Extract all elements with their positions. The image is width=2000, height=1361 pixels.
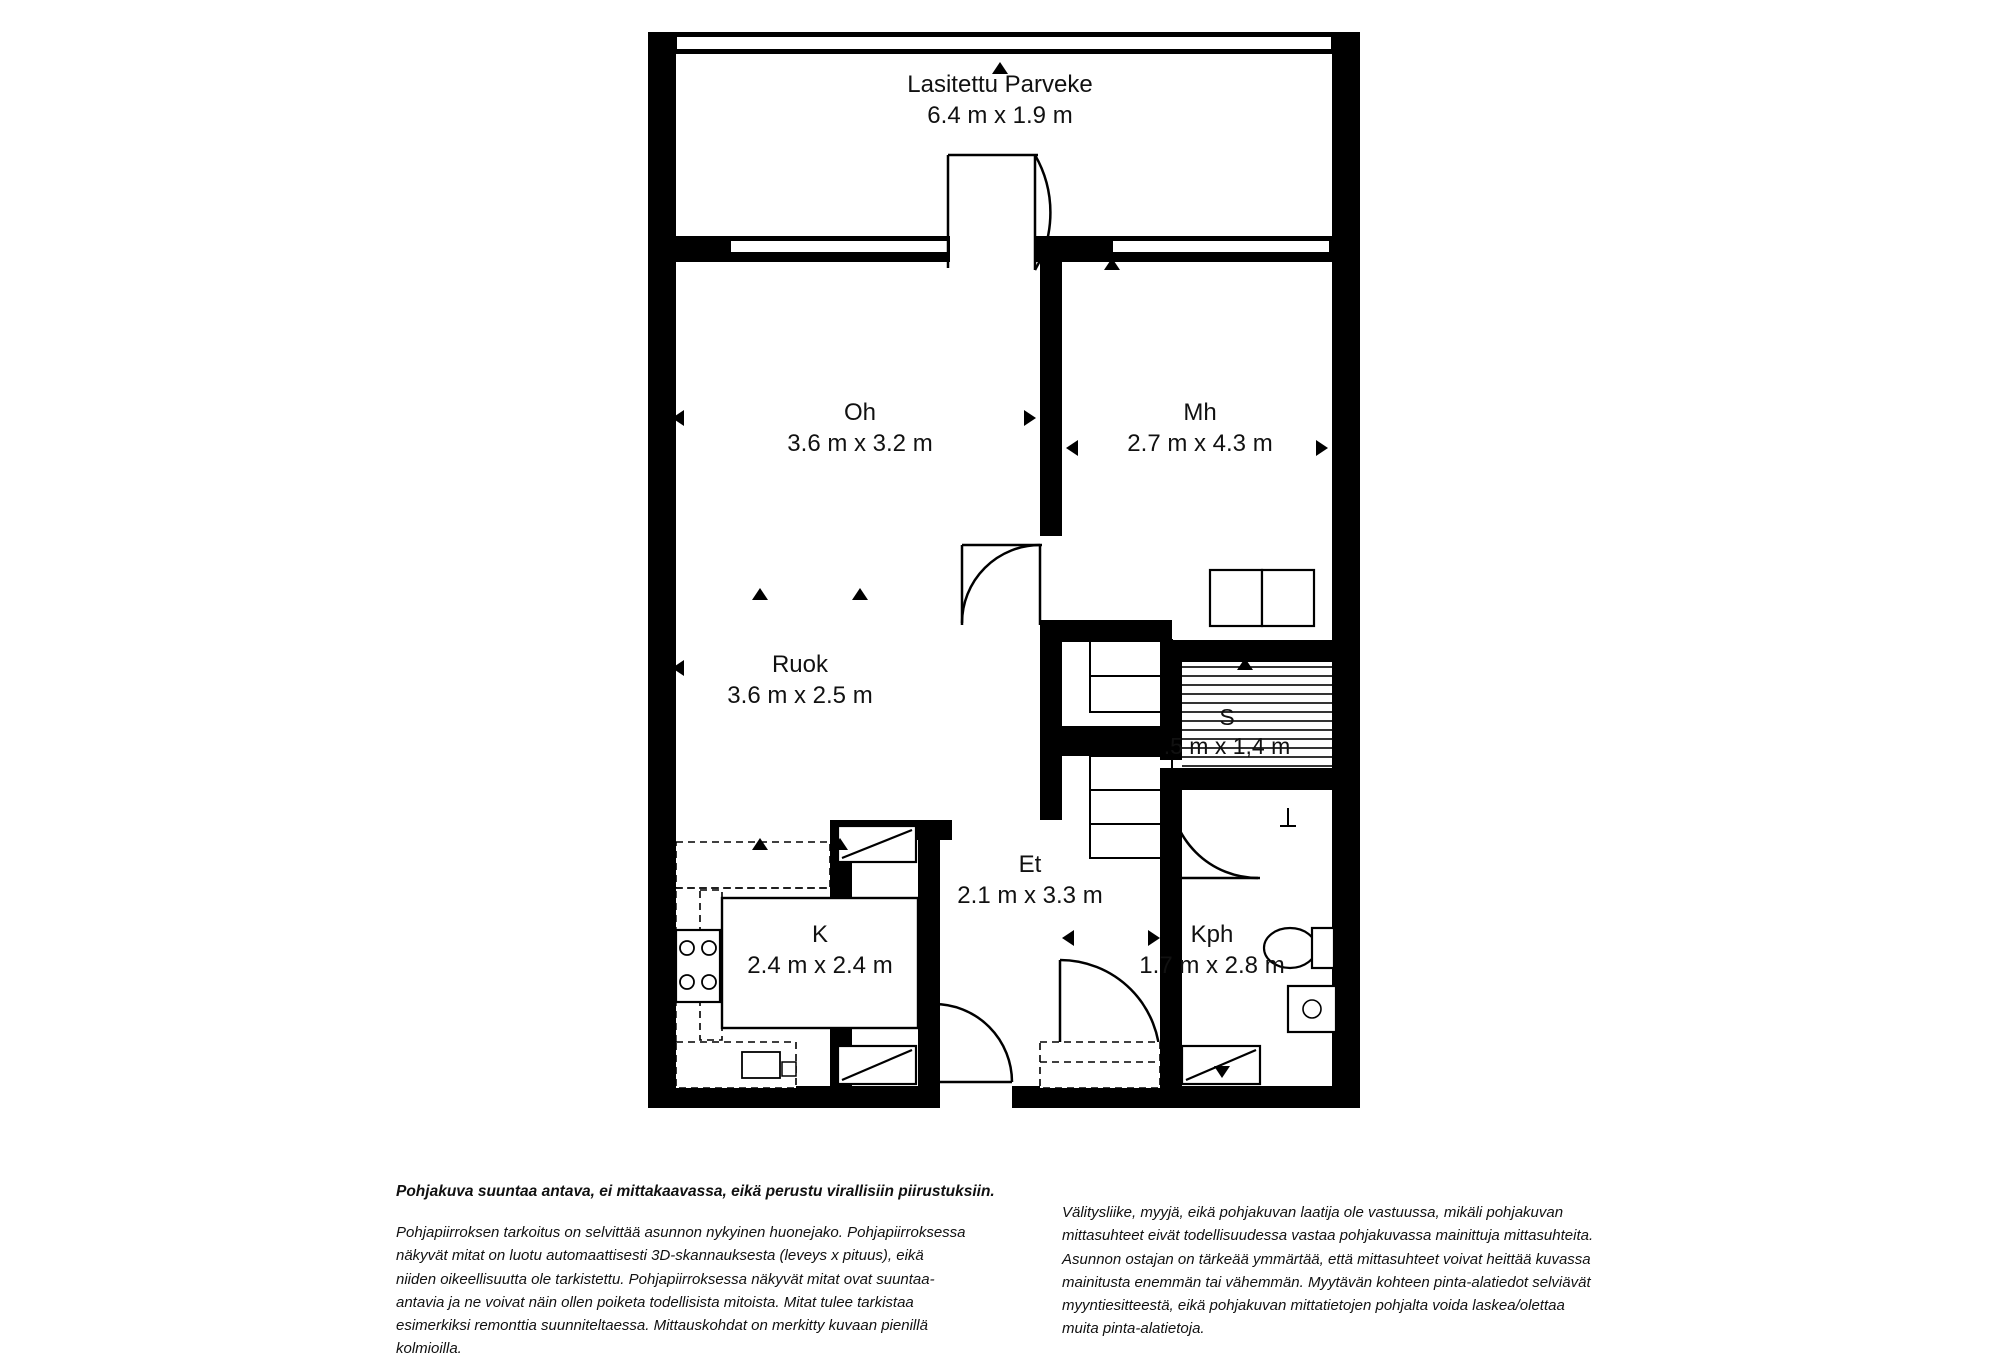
sauna-benches	[1182, 662, 1332, 768]
room-name: Kph	[1190, 921, 1234, 948]
room-dimensions: 2.7 m x 4.3 m	[1127, 429, 1273, 457]
room-name: Ruok	[771, 651, 829, 678]
room-dimensions: 3.6 m x 3.2 m	[787, 429, 933, 457]
bathroom-fixtures	[1264, 808, 1336, 1032]
disclaimer-left-paragraph: Pohjapiirroksen tarkoitus on selvittää asunnon nykyinen huonejako. Pohjapiirroksessa näkyvät mitat on luotu automaattisesti 3D-skannauksesta (leveys x pituus), eikä niiden oikeellisuutta ole tarkistettu. Pohjapiirroksessa näkyvät mitat ovat suuntaa-antavia ja ne voivat näin ollen poiketa todellisista mitoista. Mitat tulee tarkistaa esimerkiksi remonttia suunniteltaessa. Mittauskohdat on merkitty kuvaan pienillä kolmioilla.	[396, 1224, 966, 1358]
balcony-door-opening	[950, 236, 1036, 262]
room-name: Et	[1018, 851, 1042, 878]
entry-door-opening	[940, 1086, 1012, 1108]
disclaimer-title: Pohjakuva suuntaa antava, ei mittakaavassa, eikä perustu virallisiin piirustuksiin.	[396, 1183, 995, 1200]
room-dimensions: 2.1 m x 3.3 m	[957, 881, 1103, 909]
room-dimensions: .5 m x 1,4 m	[1163, 733, 1291, 760]
balcony-glazing	[676, 36, 1332, 50]
room-dimensions: 1.7 m x 2.8 m	[1139, 951, 1285, 979]
room-name: Oh	[843, 399, 877, 426]
room-name: Mh	[1183, 399, 1217, 426]
disclaimer-right-paragraph: Välitysliike, myyjä, eikä pohjakuvan laatija ole vastuussa, mikäli pohjakuvan mittasuhteet eivät todellisuudessa vastaa pohjakuvassa mainittuja mittasuhteita. Asunnon ostajan on tärkeää ymmärtää, että mittasuhteet voivat heittää kuvassa mainitusta enemmän tai vähemmän. Myytävän kohteen pinta-alatiedot selviävät myyntiesitteestä, eikä pohjakuvan mittatietojen pohjalta voida laskea/olettaa muita pinta-alatietoja.	[1062, 1204, 1594, 1338]
room-name: K	[811, 921, 829, 948]
room-dimensions: 2.4 m x 2.4 m	[747, 951, 893, 979]
room-dimensions: 6.4 m x 1.9 m	[927, 101, 1073, 129]
room-name: S	[1219, 704, 1235, 730]
room-dimensions: 3.6 m x 2.5 m	[727, 681, 873, 709]
room-name: Lasitettu Parveke	[907, 71, 1093, 98]
